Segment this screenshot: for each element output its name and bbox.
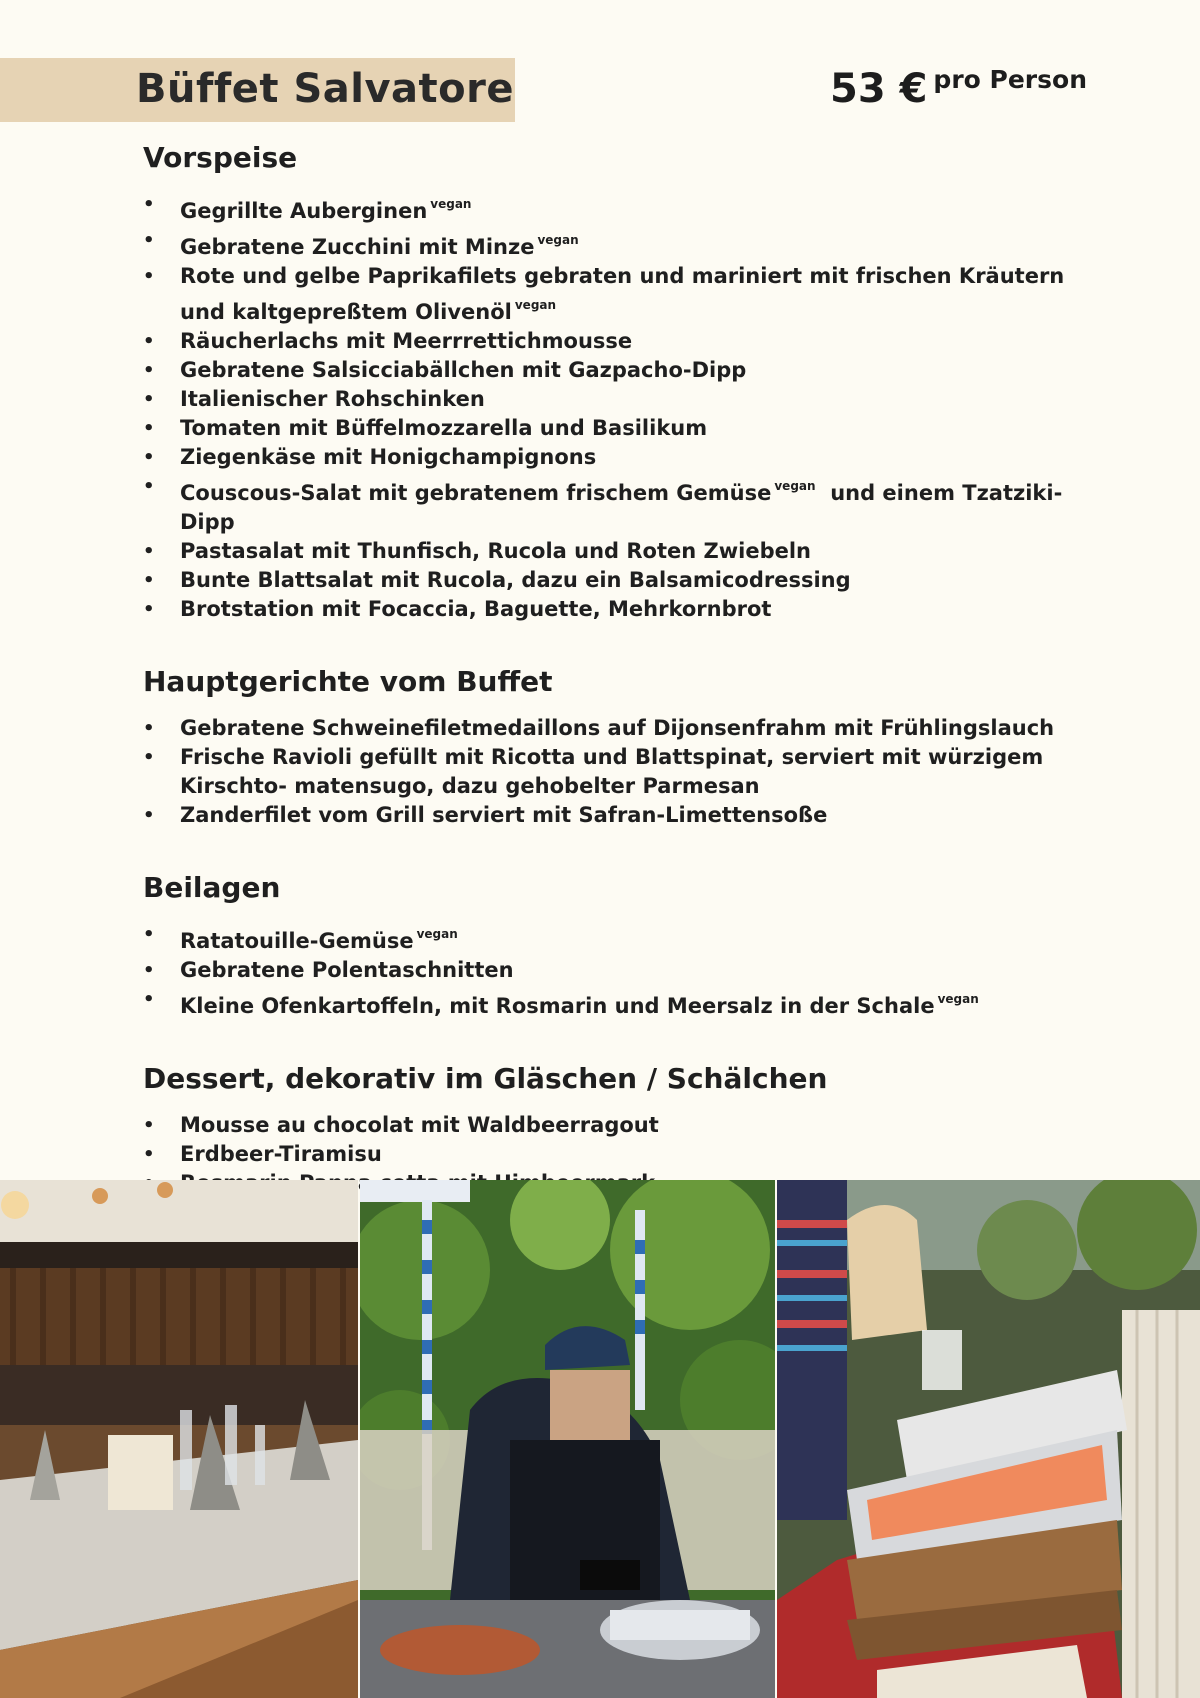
item-text: Gebratene Salsicciabällchen mit Gazpacho-Dipp [180, 358, 747, 382]
vegan-tag: vegan [514, 298, 557, 312]
list-item [143, 537, 1073, 566]
list-item [143, 595, 1073, 624]
list-item [143, 1140, 1073, 1169]
price-label [830, 64, 1087, 114]
vegan-tag: vegan [430, 197, 472, 211]
item-text: Kleine Ofenkartoffeln, mit Rosmarin und Meersalz in der Schale [180, 994, 935, 1018]
list-item [143, 920, 1073, 956]
price-unit: pro Person [933, 65, 1087, 94]
item-text: Ratatouille-Gemüse [180, 929, 414, 953]
item-list [143, 190, 1073, 624]
item-text: Gegrillte Auberginen [180, 199, 428, 223]
section-title: Beilagen [143, 871, 281, 904]
item-list [143, 714, 1073, 830]
chef-grilling-photo [360, 1180, 775, 1698]
item-text: Gebratene Polentaschnitten [180, 958, 514, 982]
list-item [143, 472, 1073, 537]
page-title: Büffet Salvatore [136, 66, 514, 112]
item-text: Frische Ravioli gefüllt mit Ricotta und Blattspinat, serviert mit würzigem Kirschto- matensugo, dazu gehobelter Parmesan [180, 745, 1044, 798]
list-item [143, 443, 1073, 472]
section-beilagen [143, 870, 1073, 1021]
vegan-tag: vegan [537, 233, 579, 247]
section-hauptgerichte [143, 664, 1073, 830]
list-item [143, 385, 1073, 414]
item-text: Erdbeer-Tiramisu [180, 1142, 382, 1166]
list-item [143, 714, 1073, 743]
section-dessert [143, 1061, 1073, 1198]
item-text: Brotstation mit Focaccia, Baguette, Mehrkornbrot [180, 597, 772, 621]
list-item [143, 1111, 1073, 1140]
section-title: Hauptgerichte vom Buffet [143, 665, 553, 698]
item-text: Italienischer Rohschinken [180, 387, 485, 411]
item-list [143, 920, 1073, 1021]
item-text: Pastasalat mit Thunfisch, Rucola und Roten Zwiebeln [180, 539, 812, 563]
vegan-tag: vegan [416, 927, 458, 941]
list-item [143, 262, 1073, 327]
list-item [143, 190, 1073, 226]
list-item [143, 226, 1073, 262]
photo-strip [0, 1180, 1200, 1698]
item-text: Zanderfilet vom Grill serviert mit Safran-Limettensoße [180, 803, 828, 827]
price-value: 53 € [830, 66, 928, 112]
list-item [143, 356, 1073, 385]
item-text-after: und einem Tzatziki-Dipp [180, 481, 1063, 534]
item-text: Gebratene Zucchini mit Minze [180, 235, 535, 259]
buffet-table-photo [777, 1180, 1200, 1698]
section-title: Dessert, dekorativ im Gläschen / Schälchen [143, 1062, 828, 1095]
list-item [143, 743, 1073, 801]
item-text: Räucherlachs mit Meerrrettichmousse [180, 329, 633, 353]
item-text: Rote und gelbe Paprikafilets gebraten und mariniert mit frischen Kräutern und kaltgepreßtem Olivenöl [180, 264, 1065, 324]
item-text: Mousse au chocolat mit Waldbeerragout [180, 1113, 659, 1137]
item-text: Bunte Blattsalat mit Rucola, dazu ein Balsamicodressing [180, 568, 851, 592]
list-item [143, 566, 1073, 595]
vegan-tag: vegan [774, 479, 816, 493]
section-title: Vorspeise [143, 141, 298, 174]
list-item [143, 327, 1073, 356]
item-text: Ziegenkäse mit Honigchampignons [180, 445, 597, 469]
item-text: Couscous-Salat mit gebratenem frischem Gemüse [180, 481, 772, 505]
list-item [143, 956, 1073, 985]
item-text: Tomaten mit Büffelmozzarella und Basilikum [180, 416, 708, 440]
restaurant-interior-photo [0, 1180, 358, 1698]
menu-content [143, 140, 1073, 1198]
list-item [143, 414, 1073, 443]
list-item [143, 801, 1073, 830]
item-text: Gebratene Schweinefiletmedaillons auf Dijonsenfrahm mit Frühlingslauch [180, 716, 1055, 740]
vegan-tag: vegan [937, 992, 979, 1006]
section-vorspeise [143, 140, 1073, 624]
list-item [143, 985, 1073, 1021]
